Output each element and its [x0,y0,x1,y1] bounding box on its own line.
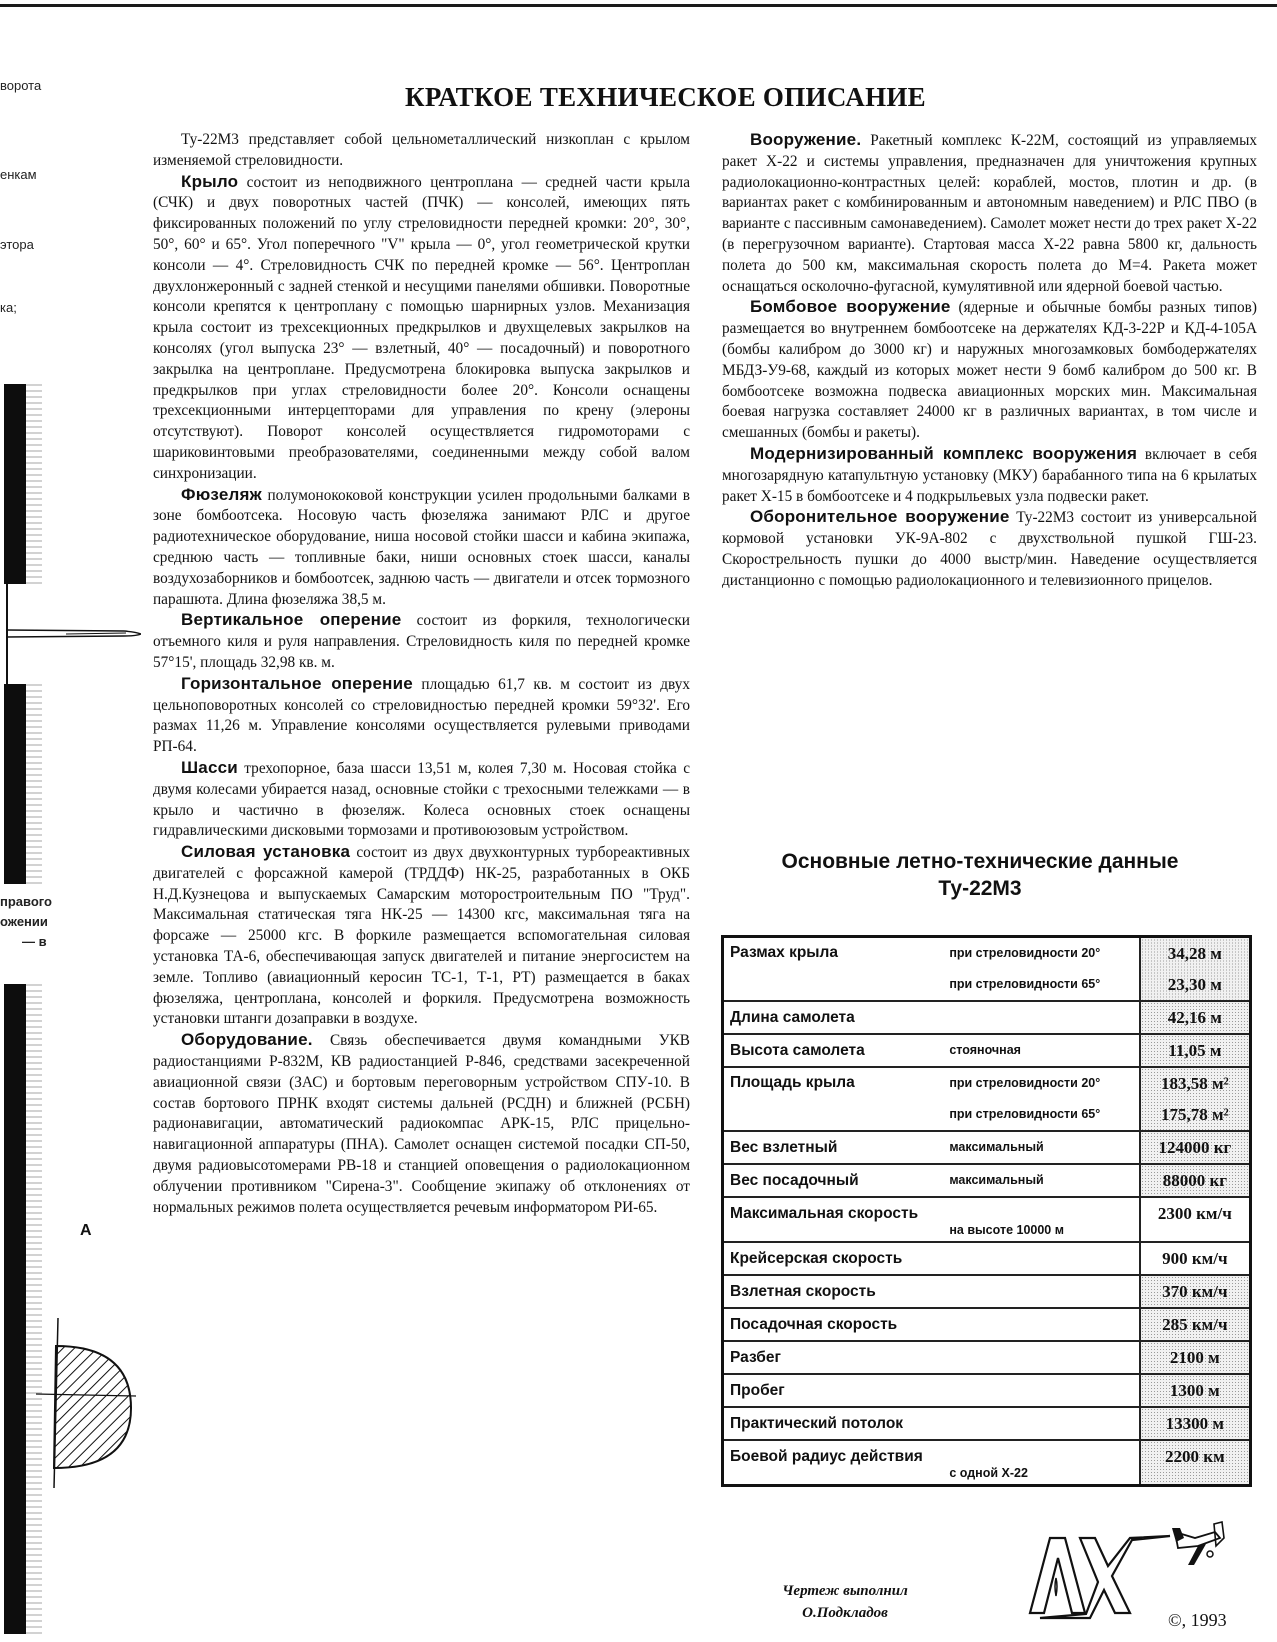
margin-fragment: ворота [0,78,42,93]
spec-condition [943,1308,1139,1341]
spec-name: Разбег [723,1341,944,1374]
table-row [723,1067,1251,1131]
paragraph-wing: Крыло состоит из неподвижного центроплана — средней части крыла (СЧК) и двух поворотных частей (ПЧК) — консолей, имеющих пять фиксированных положений по углу стреловидности передней кромки: 20°, 30°, 50°, 60° и 65°. Угол поперечного "V" крыла — 0°, угол геометрической крутки консоли — 4°. Стреловидность СЧК по передней кромке — 56°. Центроплан двухлонжеронный с задней стенкой и несущими панелями обшивки. Поворотные консоли крепятся к центроплану с помощью шарнирных узлов. Механизация крыла состоит из трехсекционных предкрылков и двухщелевых закрылков на консолях (угол выпуска 23° — взлетный, 40° — посадочный) и поворотного закрылка на центроплане. Предусмотрена блокировка выпуска закрылков и предкрылков при углах стреловидности более 20°. Консоли оснащены трехсекционными интерцепторами для управления по крену (элероны отсутствуют). Поворот консолей осуществляется гидромоторами с шариковинтовыми преобразователями, соединенными между собой валом синхронизации. [153,171,690,482]
spec-condition [943,1374,1139,1407]
spec-value: 13300 м [1140,1407,1251,1440]
spec-condition: максимальный [943,1131,1139,1164]
spec-condition: стояночная [943,1034,1139,1067]
paragraph-modernized-complex: Модернизированный комплекс вооружения включает в себя многозарядную катапультную установку (МКУ) барабанного типа на 6 крылатых ракет Х-15 в бомбоотсеке и 4 подкрыльевых узла подвески ракет. [722,443,1257,505]
spec-value: 124000 кг [1140,1131,1251,1164]
table-row [723,1275,1251,1308]
spec-name: Размах крыла [723,937,944,1002]
table-row [723,1131,1251,1164]
spec-name: Пробег [723,1374,944,1407]
spec-value: 900 км/ч [1140,1242,1251,1275]
spec-condition: при стреловидности 20° при стреловидности 65° [943,937,1139,1002]
description-left-column [153,130,690,1218]
table-row [723,1034,1251,1067]
spec-name: Посадочная скорость [723,1308,944,1341]
copyright-notice: ©, 1993 [1168,1610,1227,1630]
spec-name: Высота самолета [723,1034,944,1067]
spec-value: 1300 м [1140,1374,1251,1407]
spec-value: 11,05 м [1140,1034,1251,1067]
spec-name: Площадь крыла [723,1067,944,1131]
margin-fragment: — в [22,934,47,949]
specs-title: Основные летно-технические данные Ту-22М3 [781,850,1179,900]
paragraph-intro: Ту-22М3 представляет собой цельнометаллический низкоплан с крылом изменяемой стреловидности. [153,131,690,169]
pitot-probe-drawing [6,628,141,638]
drawing-edge [4,684,26,884]
paragraph-armament: Вооружение. Ракетный комплекс К-22М, состоящий из управляемых ракет Х-22 и системы управления, предназначен для уничтожения крупных радиолокационно-контрастных целей: кораблей, мостов, плотин и др. (в вариантах ракет с комбинированным и автономным наведением) и РЛС ПВО (в варианте с пассивным самонаведением). Самолет может нести до трех ракет Х-22 (в перегрузочном варианте). Стартовая масса Х-22 равна 5800 кг, дальность полета до 500 км, максимальная скорость полета до М=4. Ракета может оснащаться осколочно-фугасной, кумулятивной или ядерной боевой частью. [722,130,1257,295]
drawing-edge [4,984,26,1634]
airplane-icon [1172,1522,1224,1565]
spec-condition [943,1001,1139,1034]
spec-name: Взлетная скорость [723,1275,944,1308]
paragraph-equipment: Оборудование. Связь обеспечивается двумя командными УКВ радиостанциями Р-832М, КВ радиостанцией Р-846, средствами засекреченной авиационной связи (ЗАС) и бортовым переговорным устройством СПУ-10. В состав бортового ПРНК входят системы дальней (РСДН) и ближней (РСБН) радионавигации, автоматический радиокомпас АРК-15, РЛС прицельно-навигационной аппаратуры (ПНА). Самолет оснащен системой посадки СП-50, двумя радиовысотомерами РВ-18 и станцией оповещения о радиолокационном облучении противником "Сирена-3". Сообщение экипажу об отклонениях от нормальных режимов полета осуществляется речевым информатором РИ-65. [153,1030,690,1216]
table-row [723,1001,1251,1034]
spec-condition [943,1341,1139,1374]
table-row [723,1164,1251,1197]
spec-name: Вес взлетный [723,1131,944,1164]
spec-value: 285 км/ч [1140,1308,1251,1341]
paragraph-powerplant: Силовая установка состоит из двух двухконтурных турбореактивных двигателей с форсажной камерой (ТРДДФ) НК-25, разработанных в ОКБ Н.Д.Кузнецова и выпускаемых Самарским моторостроительным ПО "Труд". Максимальная статическая тяга НК-25 — 14300 кгс, максимальная тяга на форсаже — 25000 кгс. В форкиле размещается вспомогательная силовая установка ТА-6, обеспечивающая запуск двигателей и питание энергосистем на земле. Топливо (авиационный керосин ТС-1, Т-1, РТ) размещается в баках фюзеляжа, центроплана, консолей и форкиля. Предусмотрена возможность установки штанги дозаправки в воздухе. [153,842,690,1028]
paragraph-landing-gear: Шасси трехопорное, база шасси 13,51 м, колея 7,30 м. Носовая стойка с двумя колесами убирается назад, основные стойки с трехосными тележками — в крыло и частично в фюзеляж. Колеса основных стоек оснащены гидравлическими дисковыми тормозами и противоюзовым устройством. [153,757,690,840]
paragraph-horizontal-tail: Горизонтальное оперение площадью 61,7 кв. м состоит из двух цельноповоротных консолей со стреловидностью передней кромки 59°32'. Его размах 11,26 м. Управление консолями осуществляется рулевыми приводами РП-64. [153,673,690,756]
drawing-edge [4,384,26,584]
spec-condition: с одной Х-22 [943,1440,1139,1486]
spec-condition: максимальный [943,1164,1139,1197]
description-right-column [722,130,1257,592]
section-label: А [80,1222,92,1239]
drawing-credit: Чертеж выполнил О.Подкладов [782,1583,908,1621]
spec-name: Крейсерская скорость [723,1242,944,1275]
table-row [723,1308,1251,1341]
margin-fragment: этора [0,237,34,252]
margin-fragment: ка; [0,300,17,315]
paragraph-fuselage: Фюзеляж полумонококовой конструкции усилен продольными балками в зоне бомбоотсека. Носовую часть фюзеляжа занимают РЛС и другое радиотехническое оборудование, ниша носовой стойки шасси и кабина экипажа, среднюю часть — топливные баки, ниши основных стоек шасси, каналы воздухозаборников и бомбоотсек, заднюю часть — двигатели и отсек тормозного парашюта. Длина фюзеляжа 38,5 м. [153,484,690,608]
spec-condition: на высоте 10000 м [943,1197,1139,1242]
spec-value: 2100 м [1140,1341,1251,1374]
table-row [723,1242,1251,1275]
spec-condition [943,1407,1139,1440]
table-row [723,1341,1251,1374]
paragraph-defensive-armament: Оборонительное вооружение Ту-22М3 состоит из универсальной кормовой установки УК-9А-802 с двухствольной пушкой ГШ-23. Скорострельность пушки до 4000 выстр/мин. Наведение осуществляется дистанционно с помощью радиолокационного и телевизионного прицелов. [722,507,1257,589]
spec-value: 34,28 м 23,30 м [1140,937,1251,1002]
spec-value: 370 км/ч [1140,1275,1251,1308]
table-row [723,1197,1251,1242]
spec-name: Длина самолета [723,1001,944,1034]
spec-condition: при стреловидности 20° при стреловидности 65° [943,1067,1139,1131]
specs-table [721,935,1252,1487]
margin-fragment: ожении [0,914,48,929]
spec-name: Практический потолок [723,1407,944,1440]
spec-value: 183,58 м² 175,78 м² [1140,1067,1251,1131]
spec-name: Максимальная скорость [723,1197,944,1242]
spec-value: 88000 кг [1140,1164,1251,1197]
table-row [723,937,1251,1002]
spec-name: Вес посадочный [723,1164,944,1197]
spec-condition [943,1242,1139,1275]
paragraph-vertical-tail: Вертикальное оперение состоит из форкиля, технологически отъемного киля и руля направления. Стреловидность киля по передней кромке 57°15', площадь 32,98 кв. м. [153,610,690,671]
spec-value: 2300 км/ч [1140,1197,1251,1242]
page-title: КРАТКОЕ ТЕХНИЧЕСКОЕ ОПИСАНИЕ [405,82,926,112]
top-rule [0,4,1277,7]
spec-name: Боевой радиус действия [723,1440,944,1486]
cross-section-drawing [36,1318,136,1488]
spec-condition [943,1275,1139,1308]
table-row [723,1407,1251,1440]
spec-value: 42,16 м [1140,1001,1251,1034]
paragraph-bomb-armament: Бомбовое вооружение (ядерные и обычные бомбы разных типов) размещается во внутреннем бомбоотсеке на держателях КД-3-22Р и КД-4-105А (бомбы калибром до 3000 кг) и наружных многозамковых бомбодержателях МБДЗ-У9-68, каждый из которых может нести 9 бомб калибром до 500 кг. В бомбоотсеке возможна подвеска авиационных морских мин. Максимальная боевая нагрузка составляет 24000 кг в различных вариантах, в том числе и смешанных (бомбы и ракеты). [722,297,1258,442]
spec-value: 2200 км [1140,1440,1251,1486]
table-row [723,1440,1251,1486]
margin-fragment: правого [0,894,52,909]
table-row [723,1374,1251,1407]
margin-fragment: енкам [0,167,37,182]
